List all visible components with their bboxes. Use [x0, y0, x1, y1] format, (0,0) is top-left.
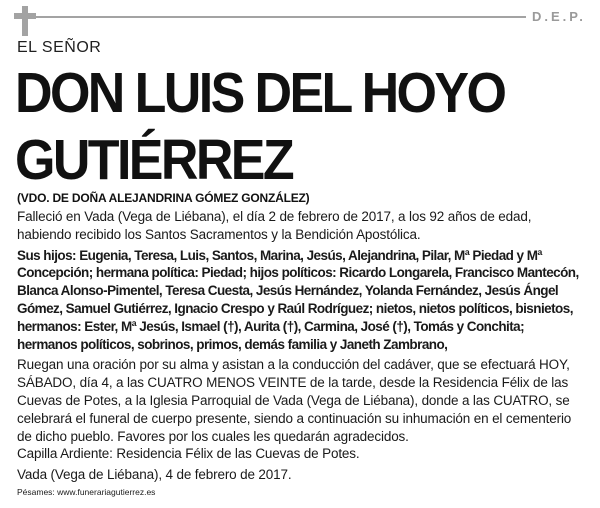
dep-label: D.E.P. [532, 9, 586, 24]
funeral-details: Ruegan una oración por su alma y asistan a la conducción del cadáver, que se efectuará HOY, SÁBADO, día 4, a las CUATRO MENOS VEINTE de la tarde, desde la Residencia Félix de las Cuevas de Potes, a la Iglesia Parroquial de Vada (Vega de Liébana), donde a las CUATRO, se celebrará el funeral de cuerpo presente, siendo a continuación su inhumación en el cementerio de dicho pueblo. Favores por los cuales les quedarán agradecidos. [17, 357, 572, 444]
cross-icon [14, 6, 36, 36]
widower-note: (VDO. DE DOÑA ALEJANDRINA GÓMEZ GONZÁLEZ) [17, 191, 310, 205]
title-prefix: EL SEÑOR [17, 39, 102, 56]
death-notice: Falleció en Vada (Vega de Liébana), el día 2 de febrero de 2017, a los 92 años de edad, habiendo recibido los Santos Sacramentos y la Bendición Apostólica. [17, 209, 532, 242]
chapel-info: Capilla Ardiente: Residencia Félix de las Cuevas de Potes. [17, 446, 360, 462]
family-list: Sus hijos: Eugenia, Teresa, Luis, Santos, Marina, Jesús, Alejandrina, Pilar, Mª Piedad y Mª Concepción; hermana política: Piedad; hijos políticos: Ricardo Longarela, Francisco Mantecón, Blanca Alonso-Pimentel, Teresa Cuesta, Jesús Hernández, Yolanda Fernández, Jesús Ángel Gómez, Samuel Gutiérrez, Ignacio Crespo y Raúl Rodríguez; nietos, nietos políticos, bisnietos, hermanos: Ester, Mª Jesús, Ismael (†), Aurita (†), Carmina, José (†), Tomás y Conchita; hermanos políticos, sobrinos, primos, demás familia y Janeth Zambrano, [17, 247, 579, 352]
condolences-link: Pésames: www.funerariagutierrez.es [17, 486, 156, 497]
notice-body [17, 208, 587, 498]
place-date: Vada (Vega de Liébana), 4 de febrero de 2017. [17, 467, 292, 483]
header-rule [36, 16, 526, 18]
deceased-name: DON LUIS DEL HOYO GUTIÉRREZ [15, 62, 505, 192]
